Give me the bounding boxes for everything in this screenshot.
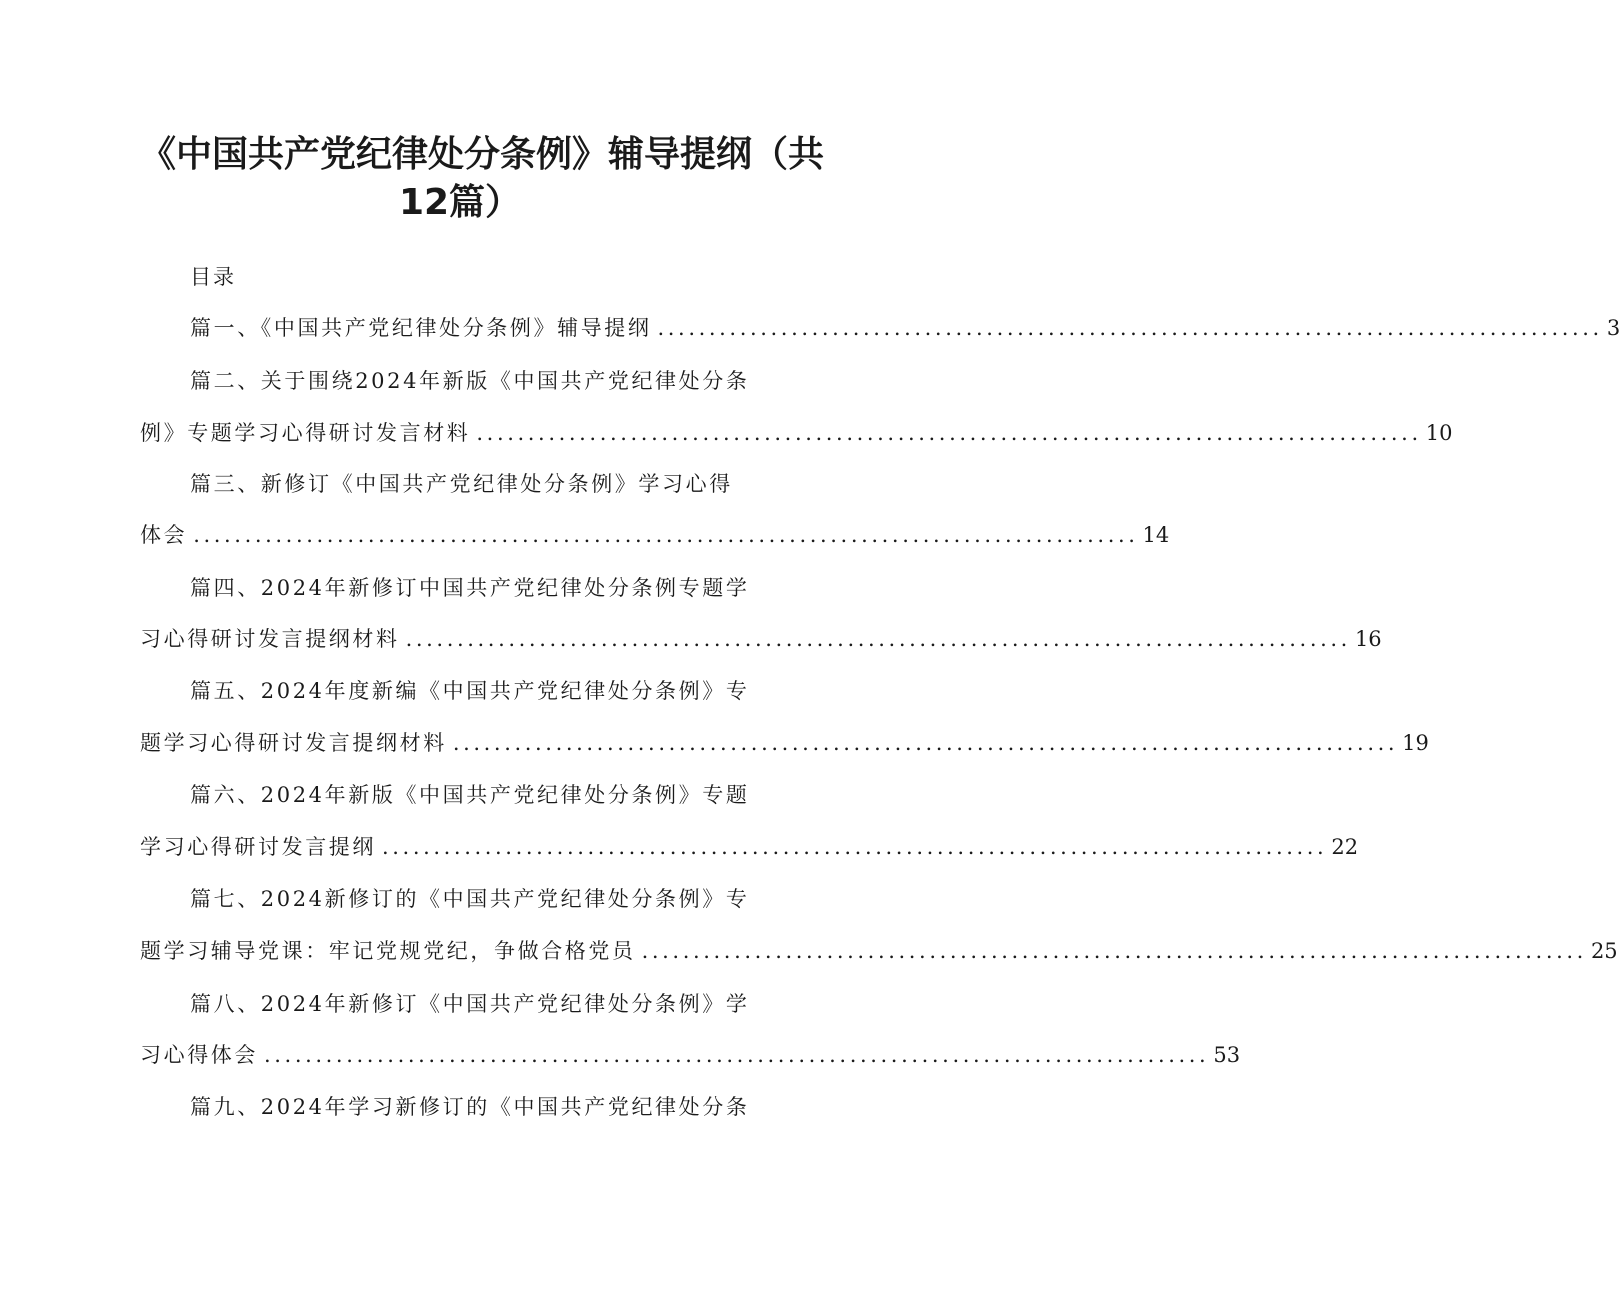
toc-entry-2-line-1[interactable]: [140, 365, 774, 397]
toc-entry-5-text-1: 篇五、2024年度新编《中国共产党纪律处分条例》专: [190, 679, 750, 703]
toc-entry-8-text-1: 篇八、2024年新修订《中国共产党纪律处分条例》学: [190, 992, 750, 1016]
toc-entry-6-page: 22: [1331, 835, 1359, 859]
toc-entry-7-text-2: 题学习辅导党课：牢记党规党纪，争做合格党员: [140, 939, 636, 963]
toc-entry-4-leader: ............................................................................................: [405, 627, 1351, 651]
toc-entry-1-page: 3: [1606, 316, 1620, 340]
toc-entry-3-text-2: 体会: [140, 523, 188, 547]
toc-entry-5-line-1[interactable]: [140, 675, 774, 707]
toc-entry-3-line-1[interactable]: [140, 468, 774, 500]
toc-entry-8-page: 53: [1213, 1043, 1241, 1067]
toc-entry-1-text: 篇一、《中国共产党纪律处分条例》辅导提纲: [190, 316, 652, 340]
toc-entry-3-text-1: 篇三、新修订《中国共产党纪律处分条例》学习心得: [190, 472, 733, 496]
toc-entry-3-page: 14: [1142, 523, 1170, 547]
toc-entry-1[interactable]: [140, 312, 1620, 344]
toc-entry-3-line-2[interactable]: [140, 519, 1170, 551]
toc-entry-7-page: 25: [1590, 939, 1618, 963]
toc-entry-4-text-2: 习心得研讨发言提纲材料: [140, 627, 400, 651]
toc-entry-2-text-1: 篇二、关于围绕2024年新版《中国共产党纪律处分条: [190, 369, 750, 393]
toc-entry-5-page: 19: [1402, 731, 1429, 755]
toc-entry-2-line-2[interactable]: [140, 417, 1453, 449]
toc-entry-8-line-1[interactable]: [140, 988, 774, 1020]
toc-entry-3-leader: ............................................................................................: [193, 523, 1139, 547]
toc-entry-5-line-2[interactable]: [140, 727, 1429, 759]
toc-entry-2-text-2: 例》专题学习心得研讨发言材料: [140, 421, 471, 445]
toc-entry-6-line-1[interactable]: [140, 779, 774, 811]
document-title-line-1: 《中国共产党纪律处分条例》辅导提纲（共: [140, 134, 825, 175]
toc-entry-8-line-2[interactable]: [140, 1039, 1241, 1071]
toc-entry-5-leader: ............................................................................................: [452, 731, 1399, 755]
toc-heading: 目录: [190, 265, 236, 289]
toc-entry-1-leader: ............................................................................................: [657, 316, 1603, 340]
toc-entry-6-text-1: 篇六、2024年新版《中国共产党纪律处分条例》专题: [190, 783, 750, 807]
toc-entry-8-text-2: 习心得体会: [140, 1043, 258, 1067]
toc-entry-9-line-1[interactable]: [140, 1091, 774, 1123]
toc-entry-6-line-2[interactable]: [140, 831, 1359, 863]
toc-entry-7-text-1: 篇七、2024新修订的《中国共产党纪律处分条例》专: [190, 887, 750, 911]
toc-entry-4-page: 16: [1354, 627, 1382, 651]
toc-entry-6-text-2: 学习心得研讨发言提纲: [140, 835, 376, 859]
toc-entry-5-text-2: 题学习心得研讨发言提纲材料: [140, 731, 447, 755]
toc-entry-4-line-1[interactable]: [140, 572, 774, 604]
toc-entry-4-line-2[interactable]: [140, 623, 1382, 655]
toc-entry-4-text-1: 篇四、2024年新修订中国共产党纪律处分条例专题学: [190, 576, 750, 600]
toc-entry-2-leader: ............................................................................................: [476, 421, 1422, 445]
toc-entry-7-line-2[interactable]: [140, 935, 1618, 967]
toc-entry-7-line-1[interactable]: [140, 883, 774, 915]
toc-entry-6-leader: ............................................................................................: [382, 835, 1328, 859]
toc-entry-2-page: 10: [1425, 421, 1453, 445]
toc-entry-7-leader: ............................................................................................: [641, 939, 1587, 963]
toc-entry-8-leader: ............................................................................................: [264, 1043, 1210, 1067]
toc-entry-9-text-1: 篇九、2024年学习新修订的《中国共产党纪律处分条: [190, 1095, 750, 1119]
document-title-line-2: 12篇）: [398, 182, 522, 223]
